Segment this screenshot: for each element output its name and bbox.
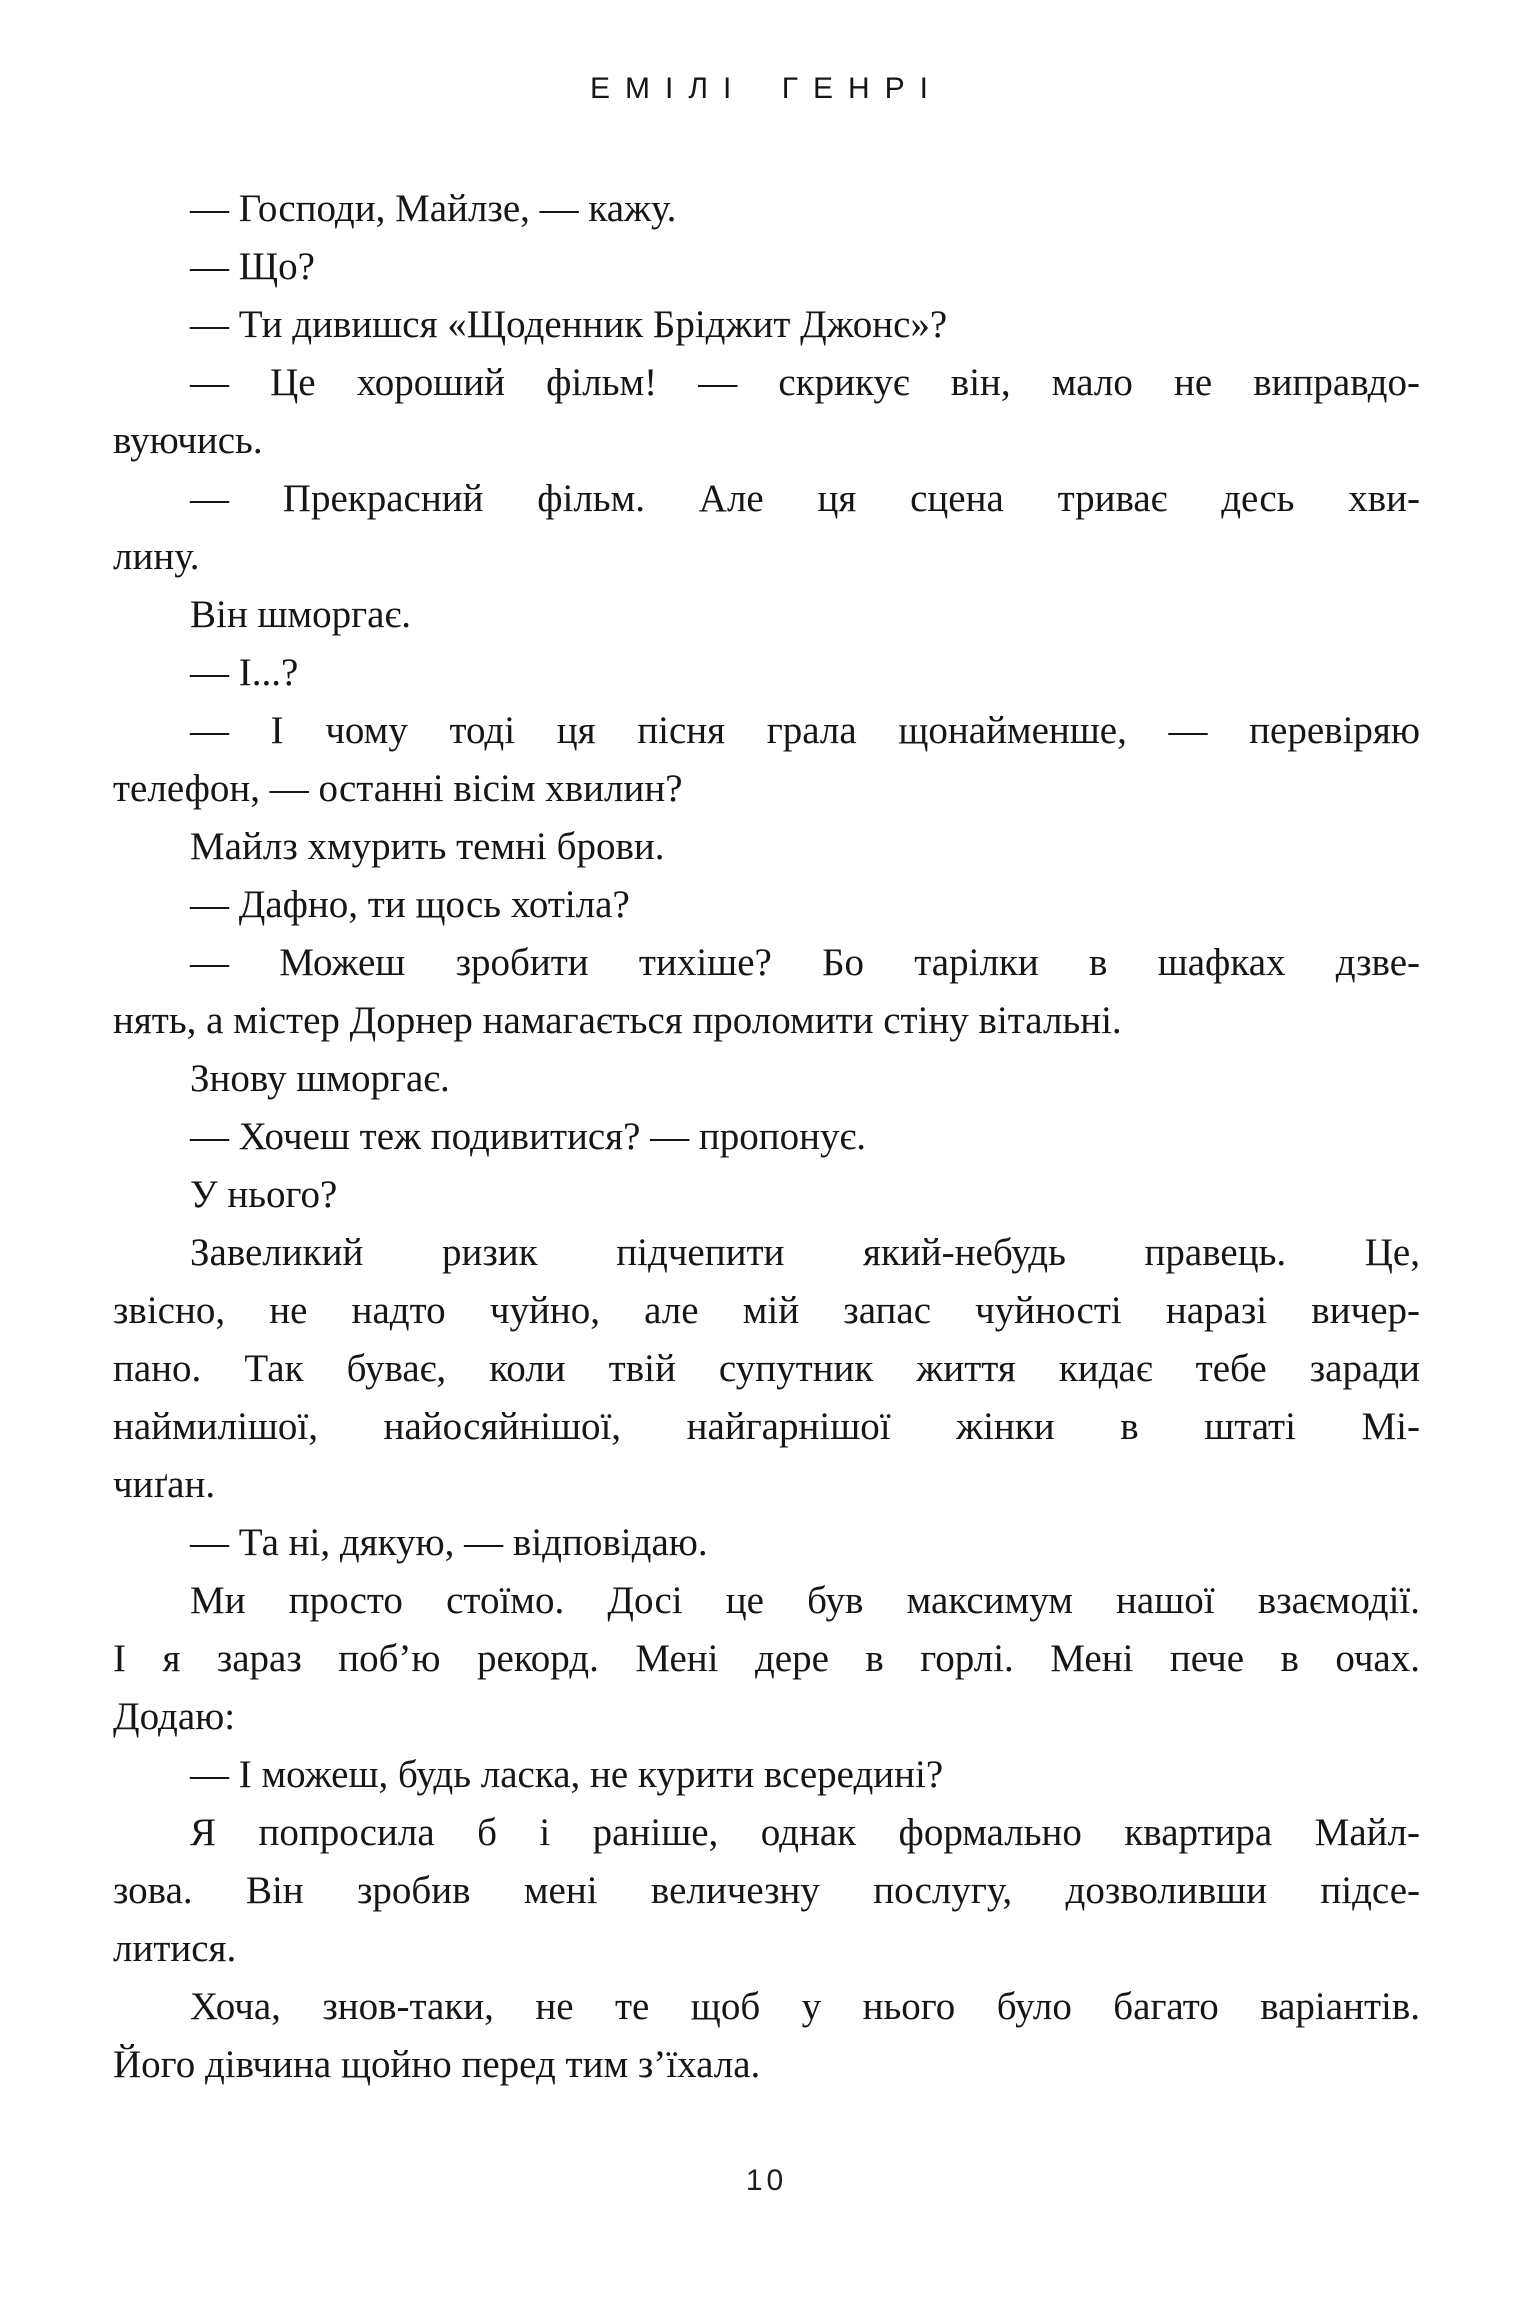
running-header: ЕМІЛІ ГЕНРІ	[590, 72, 943, 105]
paragraph	[113, 1572, 1420, 1746]
paragraph	[113, 818, 1420, 876]
text-line: Ми просто стоїмо. Досі це був максимум нашої взаємодії.	[190, 1579, 1420, 1622]
text-line: Хоча, знов-таки, не те щоб у нього було багато варіантів.	[190, 1985, 1420, 2028]
text-line: вуючись.	[113, 419, 263, 462]
text-line: — Що?	[190, 245, 315, 288]
text-line: лину.	[113, 535, 200, 578]
text-line: звісно, не надто чуйно, але мій запас чуйності наразі вичер-	[113, 1289, 1420, 1332]
text-line: Його дівчина щойно перед тим з’їхала.	[113, 2043, 761, 2086]
paragraph	[113, 470, 1420, 586]
text-line: Завеликий ризик підчепити який-небудь правець. Це,	[190, 1231, 1420, 1274]
text-line: — Господи, Майлзе, — кажу.	[190, 187, 677, 230]
text-line: зова. Він зробив мені величезну послугу, дозволивши підсе-	[113, 1869, 1420, 1912]
text-block	[113, 180, 1420, 2094]
text-line: — І чому тоді ця пісня грала щонайменше, — перевіряю	[190, 709, 1420, 752]
text-line: литися.	[113, 1927, 237, 1970]
text-line: Додаю:	[113, 1695, 236, 1738]
text-line: — Ти дивишся «Щоденник Бріджит Джонс»?	[190, 303, 948, 346]
paragraph	[113, 1166, 1420, 1224]
paragraph	[113, 1804, 1420, 1978]
text-line: наймилішої, найосяйнішої, найгарнішої жінки в штаті Мі-	[113, 1405, 1420, 1448]
paragraph	[113, 1978, 1420, 2094]
paragraph	[113, 1514, 1420, 1572]
text-line: І я зараз поб’ю рекорд. Мені дере в горлі. Мені пече в очах.	[113, 1637, 1420, 1680]
paragraph	[113, 238, 1420, 296]
paragraph	[113, 296, 1420, 354]
text-line: — Хочеш теж подивитися? — пропонує.	[190, 1115, 867, 1158]
text-line: Знову шморгає.	[190, 1057, 450, 1100]
paragraph	[113, 702, 1420, 818]
text-line: пано. Так буває, коли твій супутник життя кидає тебе заради	[113, 1347, 1420, 1390]
text-line: Майлз хмурить темні брови.	[190, 825, 665, 868]
page-number: 10	[745, 2164, 788, 2197]
paragraph	[113, 876, 1420, 934]
paragraph	[113, 1746, 1420, 1804]
paragraph	[113, 644, 1420, 702]
paragraph	[113, 1224, 1420, 1514]
text-line: — Можеш зробити тихіше? Бо тарілки в шафках дзве-	[190, 941, 1420, 984]
text-line: Я попросила б і раніше, однак формально квартира Майл-	[190, 1811, 1420, 1854]
text-line: — Це хороший фільм! — скрикує він, мало не виправдо-	[190, 361, 1420, 404]
text-line: чиґан.	[113, 1463, 216, 1506]
paragraph	[113, 1050, 1420, 1108]
paragraph	[113, 934, 1420, 1050]
text-line: нять, а містер Дорнер намагається проломити стіну вітальні.	[113, 999, 1122, 1042]
text-line: телефон, — останні вісім хвилин?	[113, 767, 683, 810]
text-line: — Прекрасний фільм. Але ця сцена триває десь хви-	[190, 477, 1420, 520]
text-line: — І...?	[190, 651, 299, 694]
text-line: — І можеш, будь ласка, не курити всередині?	[190, 1753, 944, 1796]
text-line: — Дафно, ти щось хотіла?	[190, 883, 630, 926]
text-line: Він шморгає.	[190, 593, 411, 636]
paragraph	[113, 586, 1420, 644]
paragraph	[113, 1108, 1420, 1166]
paragraph	[113, 354, 1420, 470]
paragraph	[113, 180, 1420, 238]
text-line: — Та ні, дякую, — відповідаю.	[190, 1521, 708, 1564]
text-line: У нього?	[190, 1173, 338, 1216]
